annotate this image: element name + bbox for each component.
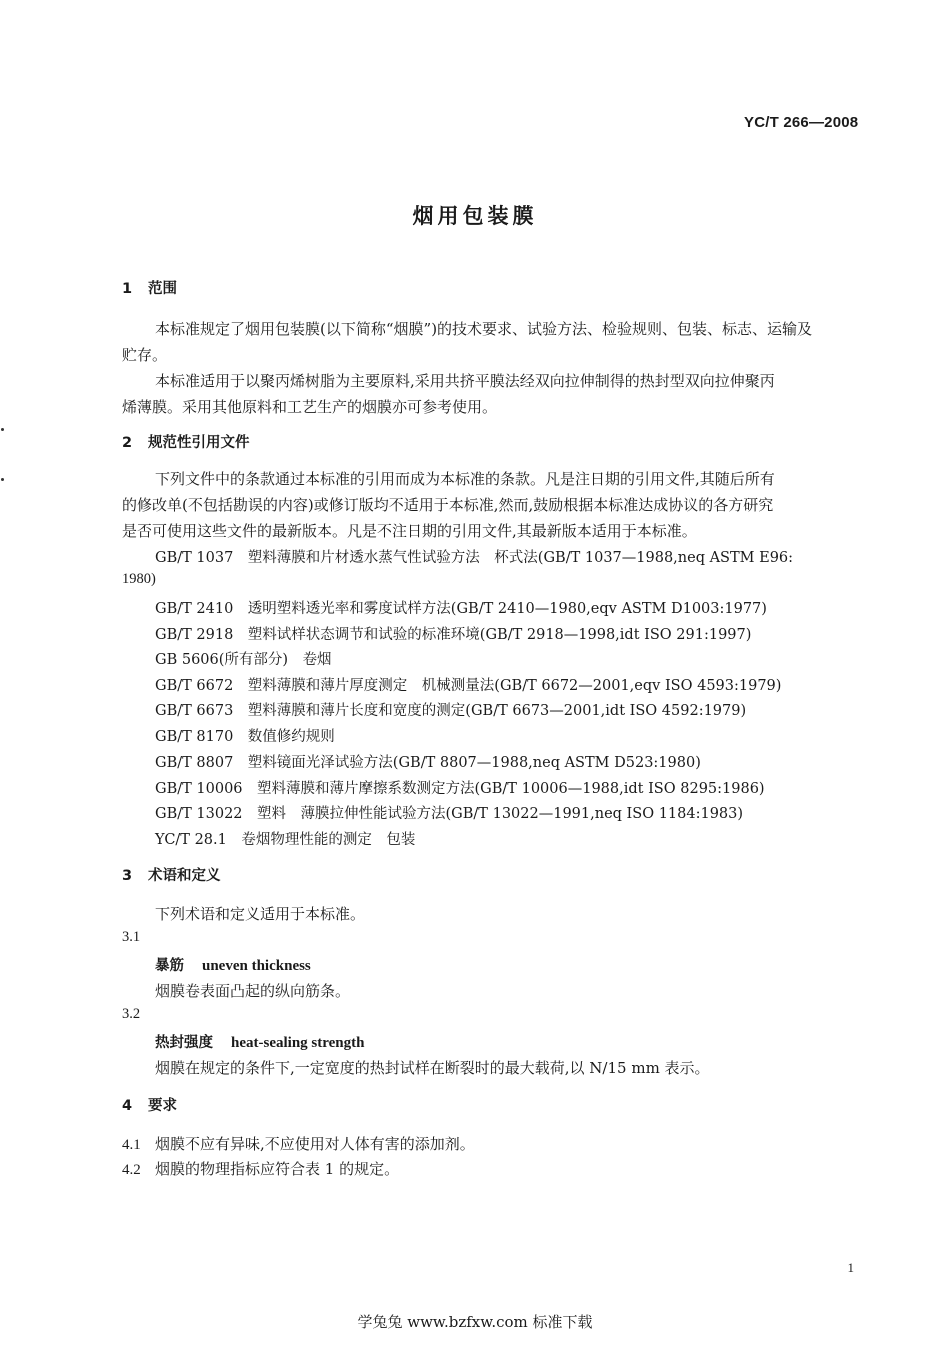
reference-yct28-1: YC/T 28.1 卷烟物理性能的测定 包装 [155,832,416,848]
section-2-heading [122,431,250,452]
requirement-number: 4.2 [122,1162,141,1178]
term-2-definition: 烟膜在规定的条件下,一定宽度的热封试样在断裂时的最大载荷,以 N/15 mm 表示。 [155,1059,710,1077]
reference-gbt8170: GB/T 8170 数值修约规则 [155,729,335,745]
reference-gbt6672: GB/T 6672 塑料薄膜和薄片厚度测定 机械测量法(GB/T 6672—2001,eqv ISO 4593:1979) [155,678,782,694]
terms-intro: 下列术语和定义适用于本标准。 [155,905,366,923]
reference-gbt8807: GB/T 8807 塑料镜面光泽试验方法(GB/T 8807—1988,neq ASTM D523:1980) [155,755,701,771]
scope-paragraph-2-line-2: 烯薄膜。采用其他原料和工艺生产的烟膜亦可参考使用。 [122,398,498,416]
section-number: 4 [122,1098,133,1114]
reference-gbt1037: GB/T 1037 塑料薄膜和片材透水蒸气性试验方法 杯式法(GB/T 1037—1988,neq ASTM E96: [155,550,794,566]
reference-gbt6673: GB/T 6673 塑料薄膜和薄片长度和宽度的测定(GB/T 6673—2001,idt ISO 4592:1979) [155,703,747,719]
document-title: 烟用包装膜 [412,204,538,228]
term-2-heading [155,1031,364,1052]
term-2-english: heat-sealing strength [231,1035,365,1051]
requirement-text: 烟膜不应有异味,不应使用对人体有害的添加剂。 [155,1135,475,1153]
term-1-heading [155,954,311,975]
section-1-heading [122,277,177,298]
reference-gbt10006: GB/T 10006 塑料薄膜和薄片摩擦系数测定方法(GB/T 10006—1988,idt ISO 8295:1986) [155,781,765,797]
scope-paragraph-2-line-1: 本标准适用于以聚丙烯树脂为主要原料,采用共挤平膜法经双向拉伸制得的热封型双向拉伸聚丙 [155,372,775,390]
scope-paragraph-1-line-2: 贮存。 [122,346,168,364]
section-title: 术语和定义 [148,868,221,884]
term-2-number: 3.2 [122,1006,141,1022]
section-3-heading [122,864,221,885]
normative-intro-line-1: 下列文件中的条款通过本标准的引用而成为本标准的条款。凡是注日期的引用文件,其随后所有 [155,470,775,488]
standard-code: YC/T 266—2008 [744,114,859,131]
reference-gbt2410: GB/T 2410 透明塑料透光率和雾度试样方法(GB/T 2410—1980,eqv ASTM D1003:1977) [155,601,767,617]
scan-speck [1,478,4,481]
reference-gb5606: GB 5606(所有部分) 卷烟 [155,652,332,668]
term-1-definition: 烟膜卷表面凸起的纵向筋条。 [155,982,351,1000]
reference-gbt13022: GB/T 13022 塑料 薄膜拉伸性能试验方法(GB/T 13022—1991,neq ISO 1184:1983) [155,806,744,822]
normative-intro-line-2: 的修改单(不包括勘误的内容)或修订版均不适用于本标准,然而,鼓励根据本标准达成协议的各方研究 [122,496,774,514]
requirement-text: 烟膜的物理指标应符合表 1 的规定。 [155,1160,400,1178]
section-4-heading [122,1094,177,1115]
term-2-chinese: 热封强度 [155,1035,213,1051]
term-1-chinese: 暴筋 [155,958,184,974]
scope-paragraph-1-line-1: 本标准规定了烟用包装膜(以下简称“烟膜”)的技术要求、试验方法、检验规则、包装、标志、运输及 [155,320,813,338]
section-number: 3 [122,868,133,884]
normative-intro-line-3: 是否可使用这些文件的最新版本。凡是不注日期的引用文件,其最新版本适用于本标准。 [122,522,697,540]
watermark-footer: 学兔兔 www.bzfxw.com 标准下载 [357,1313,593,1331]
reference-gbt2918: GB/T 2918 塑料试样状态调节和试验的标准环境(GB/T 2918—1998,idt ISO 291:1997) [155,627,752,643]
page-number: 1 [847,1260,854,1275]
reference-gbt1037-continued: 1980) [122,571,156,587]
section-title: 规范性引用文件 [148,435,250,451]
section-number: 1 [122,281,133,297]
term-1-english: uneven thickness [202,958,311,974]
requirement-number: 4.1 [122,1137,141,1153]
requirement-4-1 [122,1133,475,1154]
section-title: 要求 [148,1098,177,1114]
scan-speck [1,428,4,431]
section-title: 范围 [148,281,177,297]
term-1-number: 3.1 [122,929,141,945]
section-number: 2 [122,435,133,451]
requirement-4-2 [122,1158,399,1179]
